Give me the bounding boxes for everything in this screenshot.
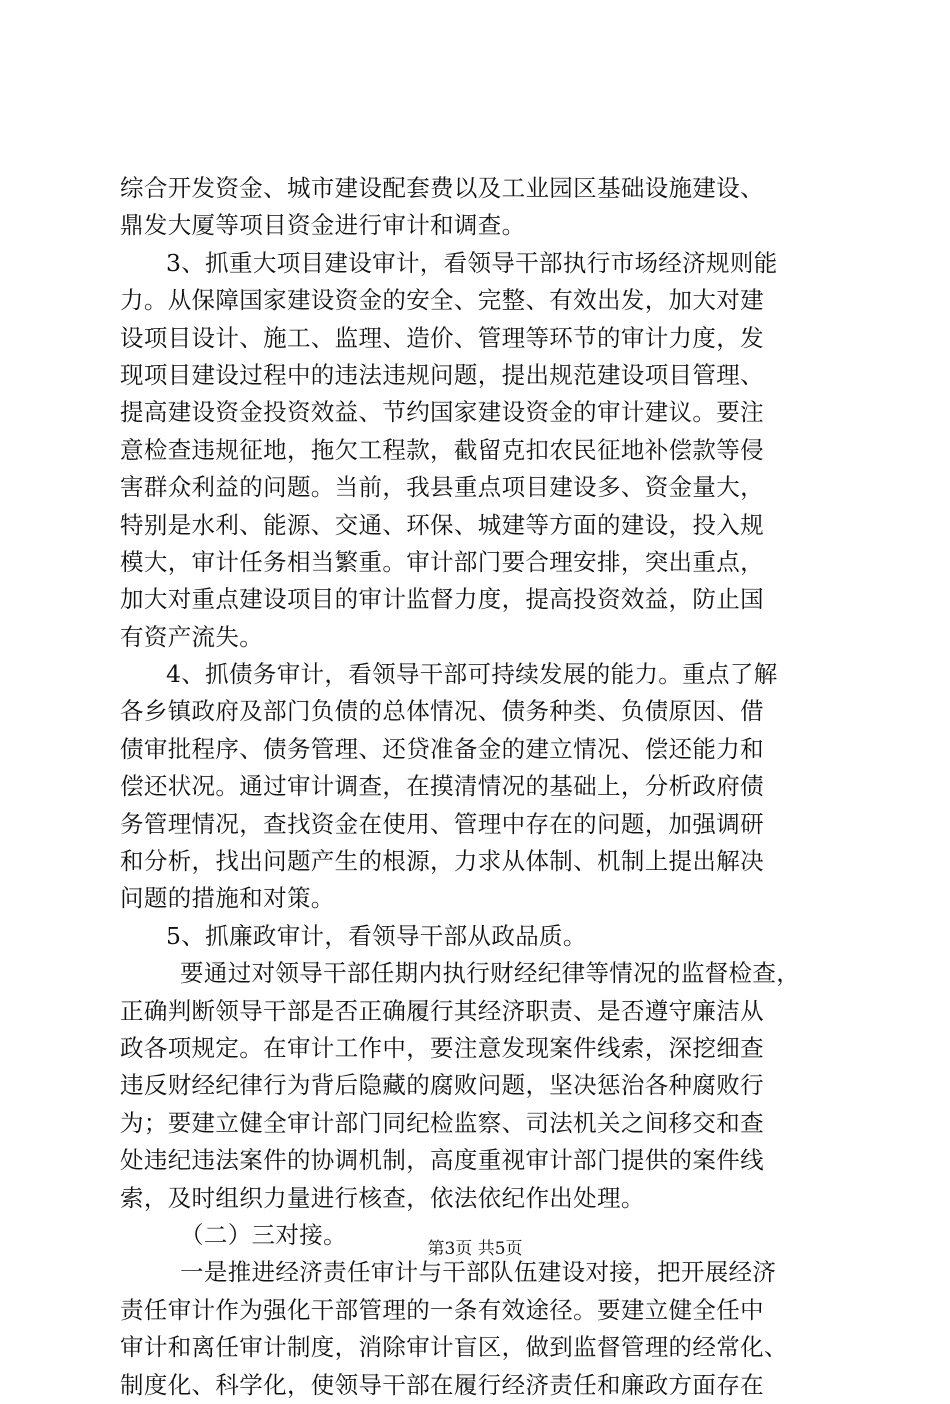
text-line: 特别是水利、能源、交通、环保、城建等方面的建设，投入规 bbox=[120, 510, 764, 539]
text-line: 债审批程序、债务管理、还贷准备金的建立情况、偿还能力和 bbox=[120, 734, 764, 763]
text-line: 现项目建设过程中的违法违规问题，提出规范建设项目管理、 bbox=[120, 360, 764, 389]
page-number-footer: 第3页 共5页 bbox=[427, 1239, 523, 1259]
text-line: 加大对重点建设项目的审计监督力度，提高投资效益，防止国 bbox=[120, 585, 764, 614]
text-line: （二）三对接。 bbox=[180, 1220, 347, 1249]
text-line: 责任审计作为强化干部管理的一条有效途径。要建立健全任中 bbox=[120, 1295, 764, 1324]
text-line: 务管理情况，查找资金在使用、管理中存在的问题，加强调研 bbox=[120, 809, 764, 838]
text-line: 正确判断领导干部是否正确履行其经济职责、是否遵守廉洁从 bbox=[120, 996, 764, 1025]
text-line: 一是推进经济责任审计与干部队伍建设对接，把开展经济 bbox=[180, 1258, 777, 1287]
text-line: 和分析，找出问题产生的根源，力求从体制、机制上提出解决 bbox=[120, 847, 764, 876]
text-line: 要通过对领导干部任期内执行财经纪律等情况的监督检查， bbox=[180, 959, 801, 988]
text-line: 模大，审计任务相当繁重。审计部门要合理安排，突出重点， bbox=[120, 547, 764, 576]
text-line: 鼎发大厦等项目资金进行审计和调查。 bbox=[120, 211, 526, 240]
text-line: 索，及时组织力量进行核查，依法依纪作出处理。 bbox=[120, 1183, 645, 1212]
text-line: 设项目设计、施工、监理、造价、管理等环节的审计力度，发 bbox=[120, 323, 764, 352]
text-line: 4、抓债务审计，看领导干部可持续发展的能力。重点了解 bbox=[166, 660, 778, 689]
text-line: 有资产流失。 bbox=[120, 622, 264, 651]
text-line: 提高建设资金投资效益、节约国家建设资金的审计建议。要注 bbox=[120, 398, 764, 427]
text-line: 意检查违规征地，拖欠工程款，截留克扣农民征地补偿款等侵 bbox=[120, 435, 764, 464]
text-line: 为；要建立健全审计部门同纪检监察、司法机关之间移交和查 bbox=[120, 1108, 764, 1137]
text-line: 害群众利益的问题。当前，我县重点项目建设多、资金量大， bbox=[120, 473, 764, 502]
text-line: 5、抓廉政审计，看领导干部从政品质。 bbox=[166, 921, 587, 950]
text-line: 处违纪违法案件的协调机制，高度重视审计部门提供的案件线 bbox=[120, 1146, 764, 1175]
text-line: 3、抓重大项目建设审计，看领导干部执行市场经济规则能 bbox=[166, 248, 778, 277]
text-line: 制度化、科学化，使领导干部在履行经济责任和廉政方面存在 bbox=[120, 1370, 764, 1399]
document-body bbox=[120, 170, 830, 1404]
text-line: 违反财经纪律行为背后隐藏的腐败问题，坚决惩治各种腐败行 bbox=[120, 1071, 764, 1100]
text-line: 力。从保障国家建设资金的安全、完整、有效出发，加大对建 bbox=[120, 286, 764, 315]
text-line: 各乡镇政府及部门负债的总体情况、债务种类、负债原因、借 bbox=[120, 697, 764, 726]
text-line: 问题的措施和对策。 bbox=[120, 884, 335, 913]
text-line: 审计和离任审计制度，消除审计盲区，做到监督管理的经常化、 bbox=[120, 1333, 788, 1362]
text-line: 政各项规定。在审计工作中，要注意发现案件线索，深挖细查 bbox=[120, 1033, 764, 1062]
text-line: 偿还状况。通过审计调查，在摸清情况的基础上，分析政府债 bbox=[120, 772, 764, 801]
text-line: 综合开发资金、城市建设配套费以及工业园区基础设施建设、 bbox=[120, 174, 764, 202]
